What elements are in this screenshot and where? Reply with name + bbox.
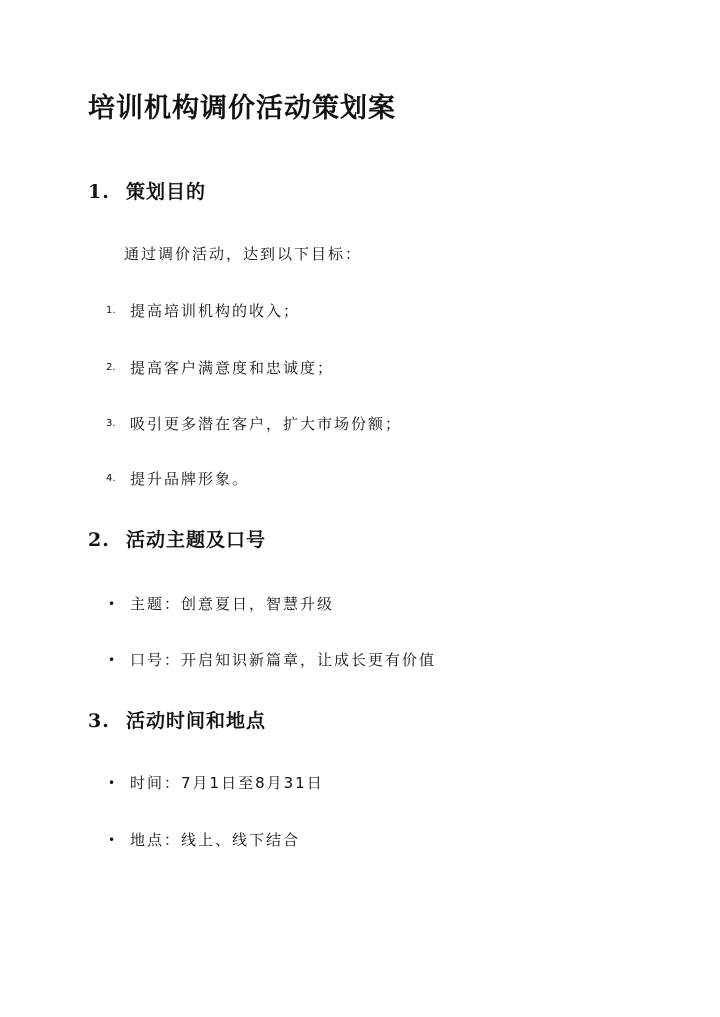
section-title: 活动时间和地点	[126, 710, 267, 732]
list-item	[106, 300, 300, 321]
list-item	[106, 649, 436, 670]
list-item-text: 吸引更多潜在客户，扩大市场份额；	[130, 415, 403, 433]
bullet-icon: •	[108, 775, 116, 790]
bullet-icon: •	[108, 832, 116, 847]
list-number: 2.	[106, 362, 116, 373]
bullet-icon: •	[108, 652, 116, 667]
section-intro: 通过调价活动，达到以下目标：	[124, 245, 363, 263]
section-number: 2.	[88, 529, 110, 551]
section-heading-theme	[88, 525, 266, 552]
list-item	[106, 357, 334, 378]
list-number: 1.	[106, 305, 116, 316]
section-number: 3.	[88, 710, 110, 732]
document-title: 培训机构调价活动策划案	[88, 93, 396, 124]
list-item	[106, 772, 324, 793]
section-title: 策划目的	[126, 181, 207, 203]
list-item	[106, 468, 249, 489]
list-item-text: 提高客户满意度和忠诚度；	[130, 359, 335, 377]
section-title: 活动主题及口号	[126, 529, 267, 551]
section-number: 1.	[88, 181, 110, 203]
list-item-text: 提高培训机构的收入；	[130, 302, 301, 320]
section-heading-time-place	[88, 706, 266, 733]
list-number: 3.	[106, 418, 116, 429]
list-item-text: 主题：创意夏日，智慧升级	[130, 595, 335, 613]
list-item	[106, 593, 334, 614]
list-item	[106, 413, 402, 434]
list-item-text: 地点：线上、线下结合	[130, 831, 301, 849]
list-item-text: 提升品牌形象。	[130, 470, 250, 488]
bullet-icon: •	[108, 596, 116, 611]
section-heading-purpose	[88, 177, 206, 204]
list-item-text: 口号：开启知识新篇章，让成长更有价值	[130, 651, 437, 669]
list-item-text: 时间：7月1日至8月31日	[130, 774, 324, 792]
list-item	[106, 829, 300, 850]
list-number: 4.	[106, 473, 116, 484]
